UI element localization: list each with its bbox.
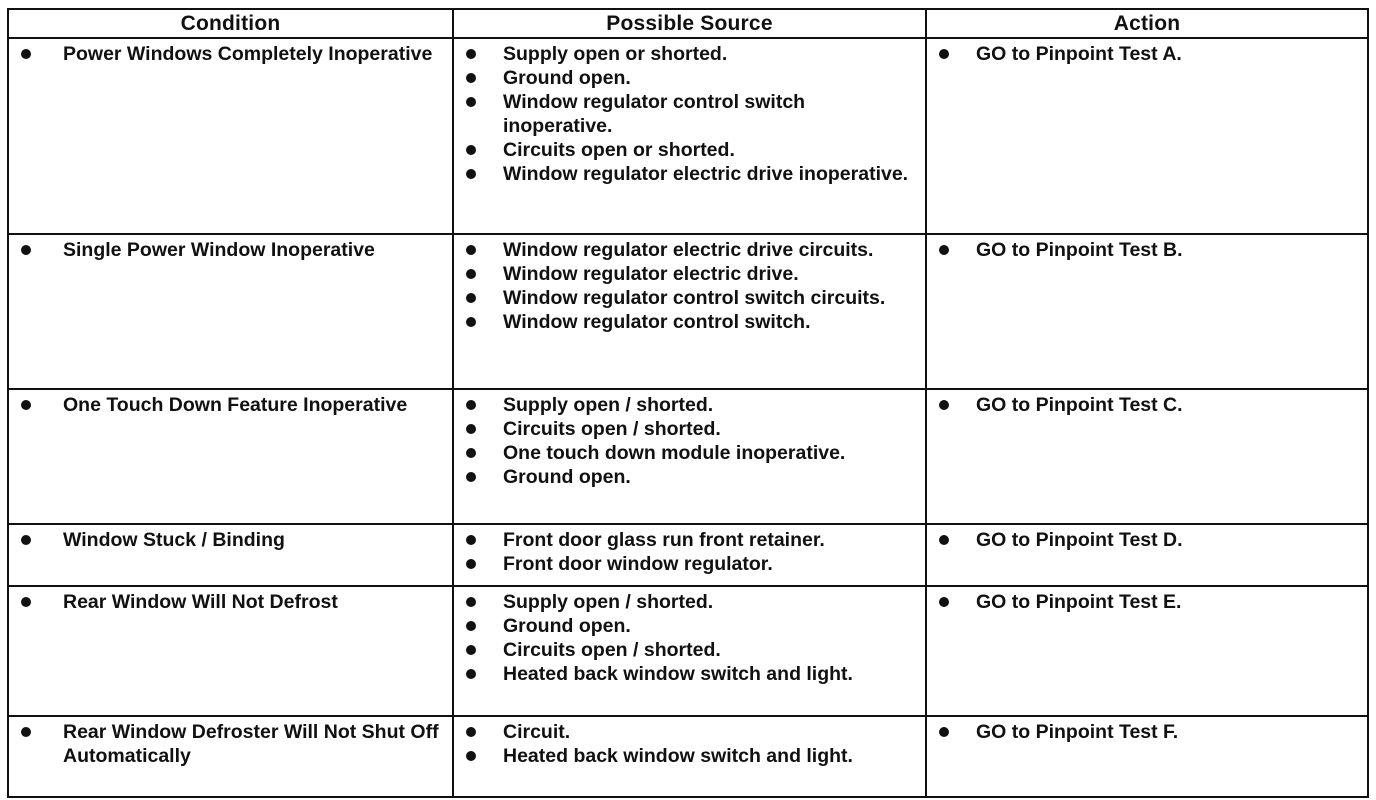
- condition-item: One Touch Down Feature Inoperative: [17, 393, 446, 417]
- possible-source-header: Possible Source: [453, 9, 926, 38]
- action-item: GO to Pinpoint Test E.: [935, 590, 1361, 614]
- source-item: One touch down module inoperative.: [462, 441, 919, 465]
- diagnosis-table: [7, 8, 1369, 798]
- bullet-icon: [466, 535, 476, 545]
- bullet-icon: [21, 535, 31, 545]
- action-item: GO to Pinpoint Test B.: [935, 238, 1361, 262]
- source-cell: [453, 524, 926, 586]
- bullet-icon: [466, 317, 476, 327]
- table-row: [8, 716, 1368, 797]
- bullet-icon: [21, 245, 31, 255]
- source-item: Circuit.: [462, 720, 919, 744]
- table-row: [8, 524, 1368, 586]
- bullet-icon: [466, 97, 476, 107]
- source-item: Window regulator control switch.: [462, 310, 919, 334]
- action-cell: [926, 586, 1368, 716]
- source-item: Window regulator electric drive.: [462, 262, 919, 286]
- source-item: Window regulator control switch circuits.: [462, 286, 919, 310]
- bullet-icon: [939, 727, 949, 737]
- bullet-icon: [466, 400, 476, 410]
- bullet-icon: [21, 49, 31, 59]
- condition-item: Rear Window Defroster Will Not Shut Off Automatically: [17, 720, 446, 768]
- table-row: [8, 586, 1368, 716]
- table-row: [8, 38, 1368, 234]
- bullet-icon: [939, 597, 949, 607]
- source-item: Heated back window switch and light.: [462, 744, 919, 768]
- condition-cell: [8, 716, 453, 797]
- bullet-icon: [466, 269, 476, 279]
- bullet-icon: [466, 669, 476, 679]
- action-item: GO to Pinpoint Test A.: [935, 42, 1361, 66]
- bullet-icon: [21, 597, 31, 607]
- bullet-icon: [21, 400, 31, 410]
- bullet-icon: [466, 645, 476, 655]
- table-row: [8, 234, 1368, 389]
- source-item: Window regulator electric drive circuits.: [462, 238, 919, 262]
- bullet-icon: [466, 245, 476, 255]
- condition-cell: [8, 38, 453, 234]
- source-item: Heated back window switch and light.: [462, 662, 919, 686]
- source-cell: [453, 586, 926, 716]
- bullet-icon: [466, 448, 476, 458]
- bullet-icon: [466, 145, 476, 155]
- action-cell: [926, 234, 1368, 389]
- condition-cell: [8, 389, 453, 524]
- action-cell: [926, 716, 1368, 797]
- bullet-icon: [466, 424, 476, 434]
- bullet-icon: [466, 597, 476, 607]
- source-cell: [453, 38, 926, 234]
- source-cell: [453, 389, 926, 524]
- bullet-icon: [939, 400, 949, 410]
- bullet-icon: [939, 245, 949, 255]
- condition-item: Window Stuck / Binding: [17, 528, 446, 552]
- header-row: [8, 9, 1368, 38]
- source-item: Circuits open / shorted.: [462, 638, 919, 662]
- bullet-icon: [466, 472, 476, 482]
- action-cell: [926, 524, 1368, 586]
- source-item: Supply open / shorted.: [462, 393, 919, 417]
- bullet-icon: [466, 49, 476, 59]
- bullet-icon: [466, 621, 476, 631]
- action-item: GO to Pinpoint Test C.: [935, 393, 1361, 417]
- source-item: Ground open.: [462, 465, 919, 489]
- action-item: GO to Pinpoint Test F.: [935, 720, 1361, 744]
- source-item: Supply open or shorted.: [462, 42, 919, 66]
- source-cell: [453, 234, 926, 389]
- bullet-icon: [466, 559, 476, 569]
- condition-cell: [8, 524, 453, 586]
- source-item: Ground open.: [462, 614, 919, 638]
- source-item: Ground open.: [462, 66, 919, 90]
- source-item: Window regulator control switch inoperative.: [462, 90, 919, 138]
- source-cell: [453, 716, 926, 797]
- bullet-icon: [21, 727, 31, 737]
- action-cell: [926, 389, 1368, 524]
- condition-cell: [8, 586, 453, 716]
- condition-cell: [8, 234, 453, 389]
- condition-item: Single Power Window Inoperative: [17, 238, 446, 262]
- source-item: Window regulator electric drive inoperative.: [462, 162, 919, 186]
- action-header: Action: [926, 9, 1368, 38]
- action-item: GO to Pinpoint Test D.: [935, 528, 1361, 552]
- source-item: Supply open / shorted.: [462, 590, 919, 614]
- bullet-icon: [466, 293, 476, 303]
- bullet-icon: [466, 169, 476, 179]
- condition-item: Power Windows Completely Inoperative: [17, 42, 446, 66]
- source-item: Front door glass run front retainer.: [462, 528, 919, 552]
- bullet-icon: [466, 751, 476, 761]
- bullet-icon: [939, 49, 949, 59]
- bullet-icon: [466, 727, 476, 737]
- source-item: Circuits open or shorted.: [462, 138, 919, 162]
- source-item: Circuits open / shorted.: [462, 417, 919, 441]
- action-cell: [926, 38, 1368, 234]
- condition-header: Condition: [8, 9, 453, 38]
- table-row: [8, 389, 1368, 524]
- bullet-icon: [939, 535, 949, 545]
- condition-item: Rear Window Will Not Defrost: [17, 590, 446, 614]
- bullet-icon: [466, 73, 476, 83]
- source-item: Front door window regulator.: [462, 552, 919, 576]
